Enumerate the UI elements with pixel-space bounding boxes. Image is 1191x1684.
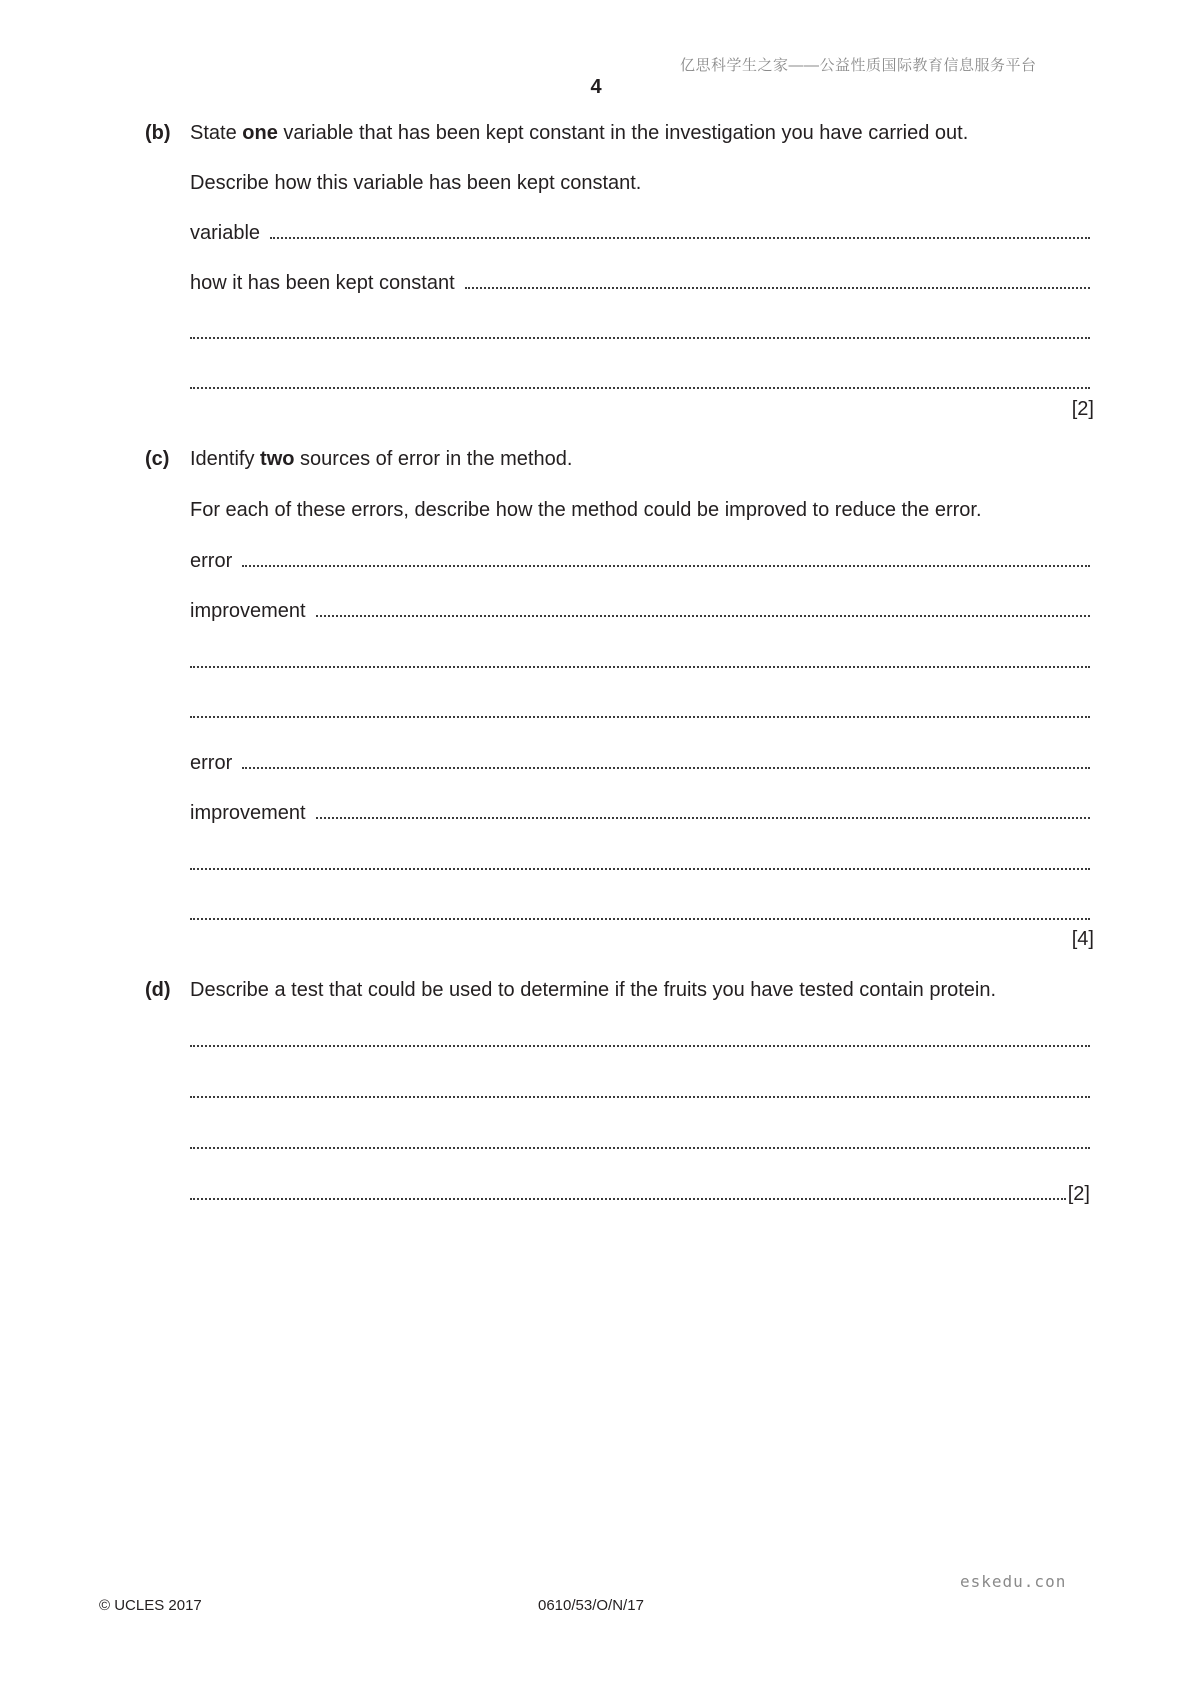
answer-dots	[242, 749, 1090, 769]
answer-line-improvement-2[interactable]	[190, 799, 1090, 827]
answer-dots	[316, 597, 1090, 617]
answer-dots	[242, 547, 1090, 567]
answer-line-variable[interactable]	[190, 219, 1090, 247]
answer-line-blank[interactable]	[190, 648, 1090, 676]
part-b-question-post: variable that has been kept constant in the investigation you have carried out.	[277, 122, 969, 144]
watermark-footer: eskedu.con	[960, 1572, 1067, 1591]
part-c-question-post: sources of error in the method.	[294, 448, 573, 470]
part-d-label: (d)	[145, 979, 171, 1001]
answer-line-how-kept-constant[interactable]	[190, 269, 1090, 297]
error-label: error	[190, 550, 233, 572]
part-c-question-pre: Identify	[190, 448, 261, 470]
answer-line-error-1[interactable]	[190, 547, 1090, 575]
variable-label: variable	[190, 222, 261, 244]
answer-line-error-2[interactable]	[190, 749, 1090, 777]
part-b-question-emphasis: one	[242, 122, 278, 144]
paper-code: 0610/53/O/N/17	[538, 1597, 644, 1614]
error-label: error	[190, 752, 233, 774]
part-c-question-emphasis: two	[260, 448, 295, 470]
part-b-question-pre: State	[190, 122, 243, 144]
answer-dots	[270, 219, 1090, 239]
answer-line-improvement-1[interactable]	[190, 597, 1090, 625]
part-c-question	[190, 445, 1095, 473]
answer-dots	[190, 1027, 1090, 1047]
answer-line-blank[interactable]	[190, 850, 1090, 878]
answer-dots	[190, 900, 1090, 920]
part-b-instruction: Describe how this variable has been kept constant.	[190, 172, 642, 194]
part-c-label: (c)	[145, 448, 170, 470]
how-kept-constant-label: how it has been kept constant	[190, 272, 455, 294]
answer-line-blank[interactable]	[190, 319, 1090, 347]
page-number: 4	[590, 76, 602, 98]
improvement-label: improvement	[190, 802, 306, 824]
answer-line-final[interactable]	[190, 1180, 1090, 1208]
part-b-question	[190, 119, 1095, 147]
improvement-label: improvement	[190, 600, 306, 622]
part-c-marks: [4]	[1071, 928, 1094, 950]
answer-line-blank[interactable]	[190, 900, 1090, 928]
copyright: © UCLES 2017	[99, 1597, 202, 1614]
answer-line-blank[interactable]	[190, 1078, 1090, 1106]
answer-line-blank[interactable]	[190, 369, 1090, 397]
part-c-instruction: For each of these errors, describe how the method could be improved to reduce the error.	[190, 499, 982, 521]
answer-dots	[190, 1180, 1066, 1200]
answer-dots	[190, 1078, 1090, 1098]
answer-dots	[465, 269, 1090, 289]
part-d-marks: [2]	[1067, 1183, 1090, 1205]
answer-dots	[190, 1129, 1090, 1149]
answer-dots	[190, 648, 1090, 668]
part-d-question: Describe a test that could be used to determine if the fruits you have tested contain protein.	[190, 979, 997, 1001]
watermark-header: 亿思科学生之家——公益性质国际教育信息服务平台	[680, 57, 1037, 74]
part-b-marks: [2]	[1071, 398, 1094, 420]
answer-dots	[190, 319, 1090, 339]
answer-line-blank[interactable]	[190, 1027, 1090, 1055]
answer-line-blank[interactable]	[190, 1129, 1090, 1157]
answer-dots	[316, 799, 1090, 819]
part-b-label: (b)	[145, 122, 171, 144]
answer-line-blank[interactable]	[190, 698, 1090, 726]
answer-dots	[190, 369, 1090, 389]
answer-dots	[190, 850, 1090, 870]
answer-dots	[190, 698, 1090, 718]
